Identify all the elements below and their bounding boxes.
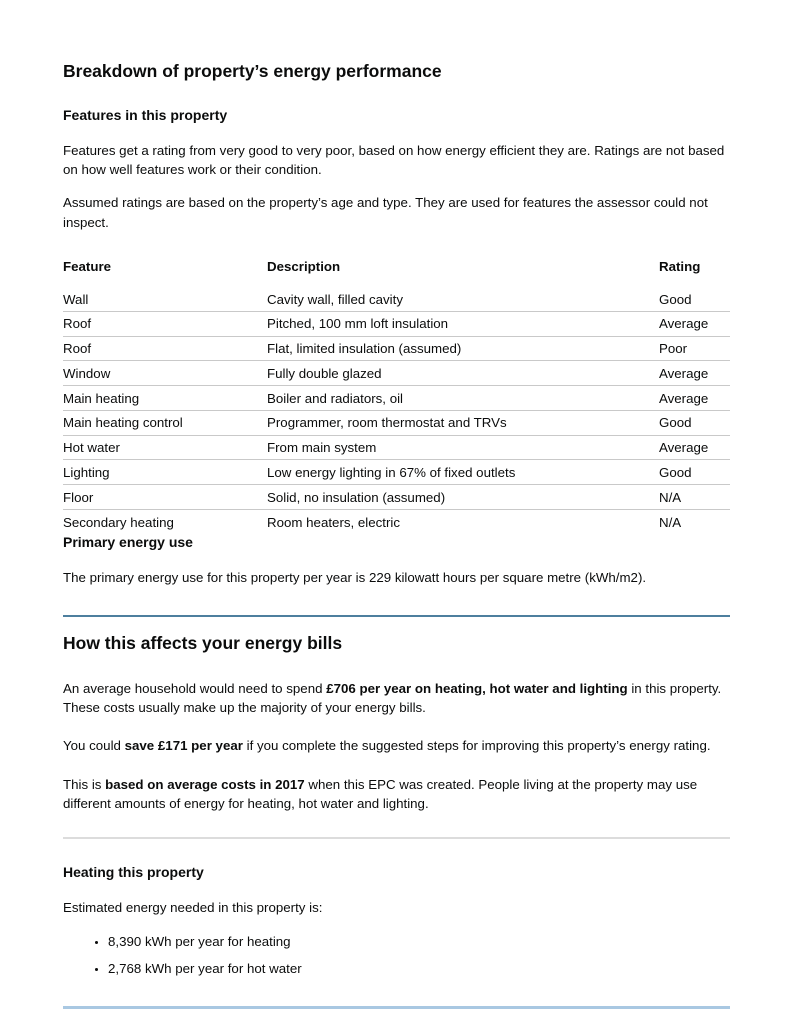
- table-cell: Fully double glazed: [267, 365, 382, 381]
- table-row: [63, 287, 730, 311]
- table-cell: Good: [659, 291, 692, 307]
- table-row: [63, 410, 730, 435]
- table-cell: Wall: [63, 291, 89, 307]
- table-row: [63, 460, 730, 485]
- plain-text: if you complete the suggested steps for improving this property’s energy rating.: [242, 738, 711, 754]
- table-row: [63, 435, 730, 460]
- features-table-body: [63, 287, 730, 534]
- table-row: [63, 336, 730, 361]
- table-cell: Lighting: [63, 464, 110, 480]
- table-cell: N/A: [659, 489, 682, 505]
- column-header-description: Description: [267, 258, 341, 274]
- table-row: [63, 510, 730, 534]
- list-item: • 2,768 kWh per year for hot water: [108, 959, 730, 978]
- table-cell: Average: [659, 365, 709, 381]
- plain-text: in this property. These costs usually make up the majority of your energy bills.: [63, 680, 722, 716]
- potential-saving-paragraph: [63, 736, 730, 755]
- table-cell: Programmer, room thermostat and TRVs: [267, 415, 507, 431]
- table-cell: Low energy lighting in 67% of fixed outlets: [267, 464, 516, 480]
- section-divider-blue: [63, 615, 730, 617]
- table-cell: Cavity wall, filled cavity: [267, 291, 403, 307]
- table-cell: Secondary heating: [63, 514, 174, 530]
- plain-text: You could: [63, 738, 125, 754]
- plain-text: An average household would need to spend: [63, 680, 327, 696]
- average-costs-basis-paragraph: [63, 775, 730, 814]
- table-row: [63, 361, 730, 386]
- table-cell: Boiler and radiators, oil: [267, 390, 403, 406]
- section-heading-primary-energy: Primary energy use: [63, 533, 193, 550]
- primary-energy-paragraph: The primary energy use for this property per year is 229 kilowatt hours per square metre (kWh/m2).: [63, 569, 647, 585]
- table-cell: Window: [63, 365, 111, 381]
- plain-text: This is: [63, 776, 106, 792]
- table-cell: Good: [659, 464, 692, 480]
- table-cell: Room heaters, electric: [267, 514, 401, 530]
- table-cell: Average: [659, 390, 709, 406]
- table-cell: Average: [659, 316, 709, 332]
- table-cell: Roof: [63, 316, 92, 332]
- page-title: Breakdown of property’s energy performance: [63, 61, 442, 81]
- table-cell: Hot water: [63, 440, 120, 456]
- emphasized-text: £706 per year on heating, hot water and lighting: [326, 680, 628, 696]
- table-cell: N/A: [659, 514, 682, 530]
- list-item: • 8,390 kWh per year for heating: [108, 932, 730, 951]
- section-heading-energy-bills: How this affects your energy bills: [63, 632, 343, 653]
- estimated-energy-intro: Estimated energy needed in this property is:: [63, 899, 323, 915]
- table-cell: Flat, limited insulation (assumed): [267, 341, 462, 357]
- section-divider-lightblue: [63, 1006, 730, 1009]
- section-divider-gray: [63, 837, 730, 839]
- features-rating-intro-paragraph: Features get a rating from very good to very poor, based on how energy efficient they are. Ratings are not based on how well features work or their condition.: [63, 142, 725, 178]
- table-row: [63, 386, 730, 411]
- table-header-row: [63, 257, 730, 287]
- table-cell: From main system: [267, 440, 377, 456]
- table-row: [63, 311, 730, 336]
- column-header-feature: Feature: [63, 258, 112, 274]
- features-table-header: [63, 257, 730, 287]
- emphasized-text: save £171 per year: [124, 738, 243, 754]
- table-cell: Average: [659, 440, 709, 456]
- table-cell: Poor: [659, 341, 688, 357]
- table-cell: Roof: [63, 341, 92, 357]
- table-cell: Floor: [63, 489, 94, 505]
- table-cell: Main heating: [63, 390, 140, 406]
- column-header-rating: Rating: [659, 258, 701, 274]
- plain-text: when this EPC was created. People living at the property may use different amounts of energy for heating, hot water and lighting.: [63, 776, 698, 811]
- emphasized-text: based on average costs in 2017: [105, 776, 305, 792]
- features-table: [63, 257, 730, 534]
- assumed-ratings-paragraph: Assumed ratings are based on the property’s age and type. They are used for features the assessor could not inspect.: [63, 195, 708, 230]
- average-spend-paragraph: [63, 679, 730, 718]
- estimated-energy-list: [63, 932, 730, 978]
- table-cell: Good: [659, 415, 692, 431]
- table-cell: Main heating control: [63, 415, 183, 431]
- table-cell: Pitched, 100 mm loft insulation: [267, 316, 449, 332]
- table-cell: Solid, no insulation (assumed): [267, 489, 446, 505]
- table-row: [63, 485, 730, 510]
- section-heading-features: Features in this property: [63, 107, 228, 123]
- section-heading-heating: Heating this property: [63, 864, 204, 881]
